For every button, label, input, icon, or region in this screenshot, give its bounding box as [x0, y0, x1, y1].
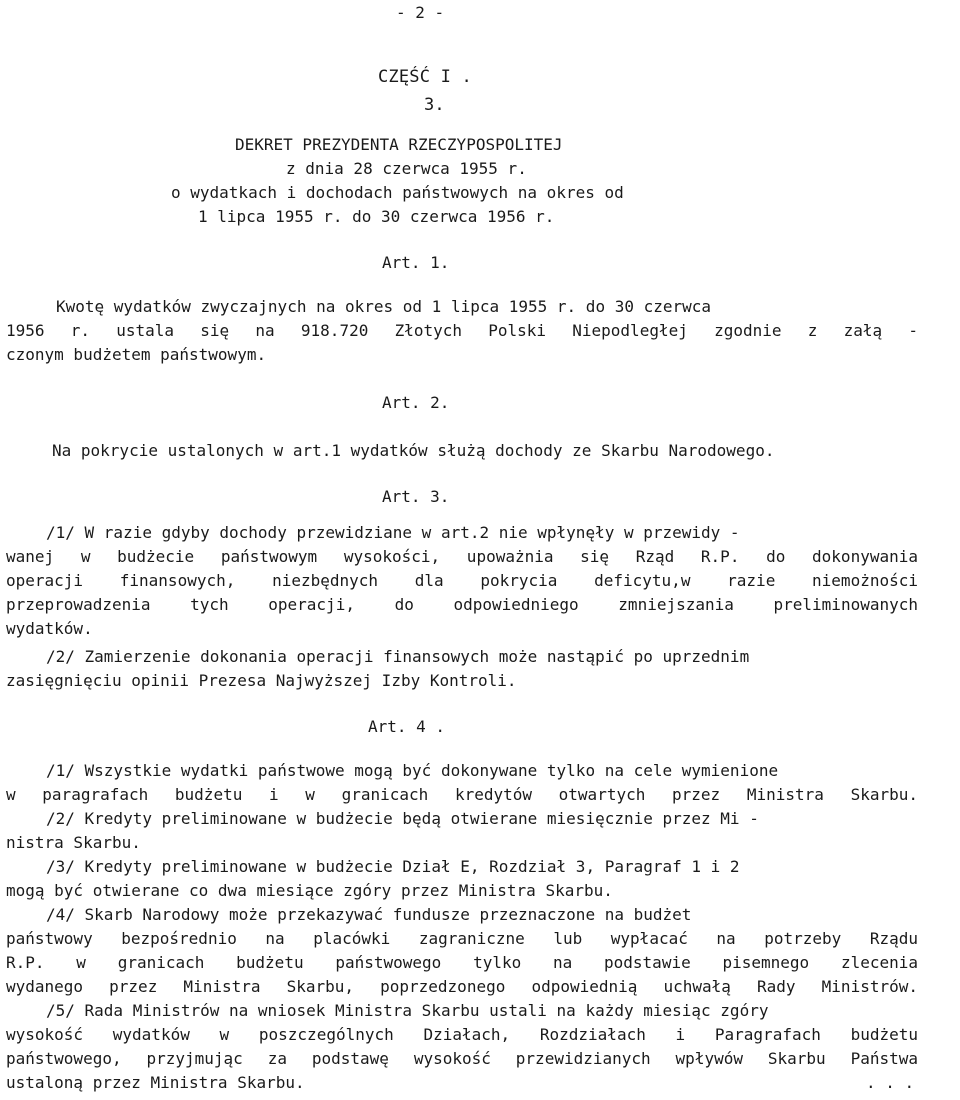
article-1-text: Kwotę wydatków zwyczajnych na okres od 1 lipca 1955 r. do 30 czerwca [56, 297, 712, 316]
article-4-text: /5/ Rada Ministrów na wniosek Ministra Skarbu ustali na każdy miesiąc zgóry [46, 1001, 769, 1020]
article-3-text: zasięgnięciu opinii Prezesa Najwyższej Izby Kontroli. [6, 671, 517, 690]
article-4-text: /4/ Skarb Narodowy może przekazywać fundusze przeznaczone na budżet [46, 905, 692, 924]
article-4-text: nistra Skarbu. [6, 833, 141, 852]
decree-title: DEKRET PREZYDENTA RZECZYPOSPOLITEJ [235, 135, 563, 154]
article-1-text: czonym budżetem państwowym. [6, 345, 267, 364]
part-heading: CZĘŚĆ I . [378, 67, 472, 87]
item-number: 3. [424, 95, 445, 115]
article-4-text: w paragrafach budżetu i w granicach kredytów otwartych przez Ministra Skarbu. [6, 785, 918, 804]
article-4-text: R.P. w granicach budżetu państwowego tylko na podstawie pisemnego zlecenia [6, 953, 918, 972]
article-4-text: wysokość wydatków w poszczególnych Działach, Rozdziałach i Paragrafach budżetu [6, 1025, 918, 1044]
continuation-mark: . . . [866, 1073, 915, 1092]
decree-date: z dnia 28 czerwca 1955 r. [286, 159, 527, 178]
article-3-text: wanej w budżecie państwowym wysokości, upoważnia się Rząd R.P. do dokonywania [6, 547, 918, 566]
article-2-heading: Art. 2. [382, 393, 450, 412]
article-2-text: Na pokrycie ustalonych w art.1 wydatków służą dochody ze Skarbu Narodowego. [52, 441, 775, 460]
article-4-text: /1/ Wszystkie wydatki państwowe mogą być dokonywane tylko na cele wymienione [46, 761, 779, 780]
page-number: - 2 - [396, 3, 445, 22]
article-3-text: wydatków. [6, 619, 93, 638]
article-4-text: wydanego przez Ministra Skarbu, poprzedzonego odpowiednią uchwałą Rady Ministrów. [6, 977, 918, 996]
article-4-heading: Art. 4 . [368, 717, 446, 736]
article-1-heading: Art. 1. [382, 253, 450, 272]
article-4-text: państwowy bezpośrednio na placówki zagraniczne lub wypłacać na potrzeby Rządu [6, 929, 918, 948]
article-3-text: /1/ W razie gdyby dochody przewidziane w art.2 nie wpłynęły w przewidy - [46, 523, 740, 542]
article-4-text: /2/ Kredyty preliminowane w budżecie będą otwierane miesięcznie przez Mi - [46, 809, 759, 828]
article-3-text: operacji finansowych, niezbędnych dla pokrycia deficytu,w razie niemożności [6, 571, 918, 590]
decree-period: 1 lipca 1955 r. do 30 czerwca 1956 r. [198, 207, 555, 226]
article-4-text: ustaloną przez Ministra Skarbu. [6, 1073, 305, 1092]
article-4-text: /3/ Kredyty preliminowane w budżecie Dział E, Rozdział 3, Paragraf 1 i 2 [46, 857, 740, 876]
article-3-text: przeprowadzenia tych operacji, do odpowiedniego zmniejszania preliminowanych [6, 595, 918, 614]
article-3-text: /2/ Zamierzenie dokonania operacji finansowych może nastąpić po uprzednim [46, 647, 750, 666]
decree-subject: o wydatkach i dochodach państwowych na okres od [171, 183, 624, 202]
article-4-text: państwowego, przyjmując za podstawę wysokość przewidzianych wpływów Skarbu Państwa [6, 1049, 918, 1068]
article-4-text: mogą być otwierane co dwa miesiące zgóry przez Ministra Skarbu. [6, 881, 613, 900]
article-3-heading: Art. 3. [382, 487, 450, 506]
article-1-text: 1956 r. ustala się na 918.720 Złotych Polski Niepodległej zgodnie z załą - [6, 321, 918, 340]
